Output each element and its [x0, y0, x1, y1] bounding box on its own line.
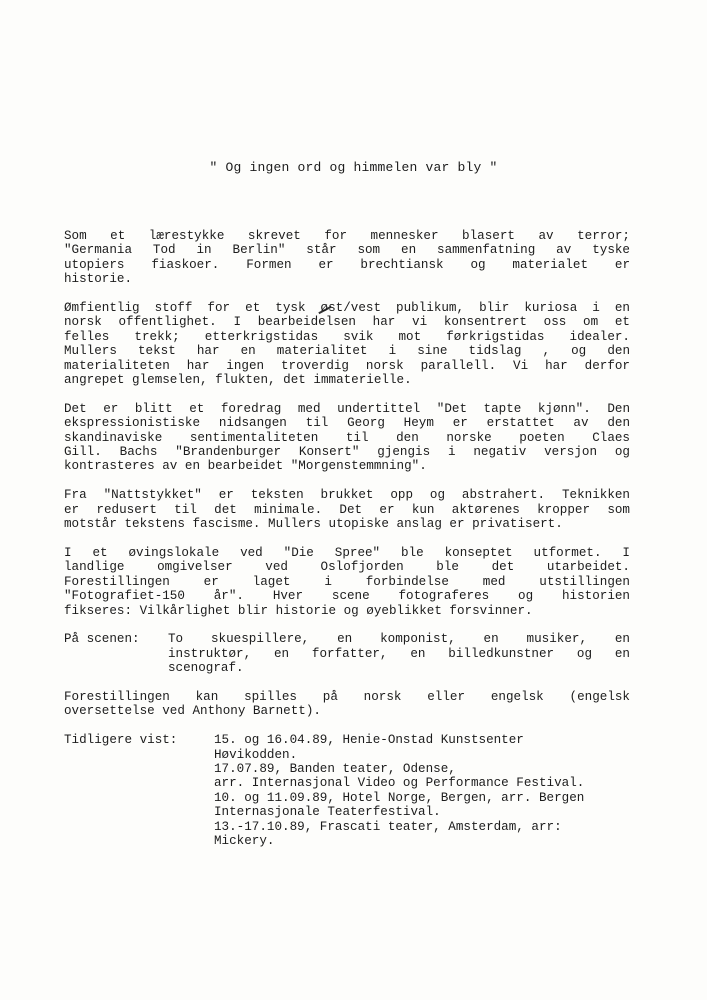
text-line: norsk offentlighet. I bearbeidelsen har vi konsentrert oss om et — [64, 315, 630, 330]
text-line: materialiteten har ingen troverdig norsk parallell. Vi har derfor — [64, 358, 630, 373]
text-line: utopiers fiaskoer. Formen er brechtiansk og materialet er — [64, 257, 630, 272]
text-line: skandinaviske sentimentaliteten til den norske poeten Claes — [64, 430, 630, 445]
text-line: ekspressionistiske nidsangen til Georg Heym er erstattet av den — [64, 416, 630, 431]
scene-line: instruktør, en forfatter, en billedkunstner og en — [168, 646, 630, 661]
paragraph — [64, 301, 630, 387]
text-line: oversettelse ved Anthony Barnett). — [64, 704, 321, 719]
text-line: historie. — [64, 272, 133, 287]
text-line: "Fotografiet-150 år". Hver scene fotograferes og historien — [64, 589, 630, 604]
previous-line: 10. og 11.09.89, Hotel Norge, Bergen, arr. Bergen — [214, 790, 585, 805]
previous-label: Tidligere vist: — [64, 733, 178, 748]
previous-line: 15. og 16.04.89, Henie-Onstad Kunstsenter — [214, 733, 524, 748]
text-line: fikseres: Vilkårlighet blir historie og øyeblikket forsvinner. — [64, 603, 533, 618]
text-line: Det er blitt et foredrag med undertittel "Det tapte kjønn". Den — [64, 401, 630, 416]
document-title: " Og ingen ord og himmelen var bly " — [209, 160, 498, 175]
text-line: landlige omgivelser ved Oslofjorden ble det utarbeidet. — [64, 560, 630, 575]
paragraph — [64, 229, 630, 287]
previous-section — [64, 733, 630, 848]
scene-lines — [168, 632, 630, 675]
previous-line: arr. Internasjonal Video og Performance Festival. — [214, 776, 585, 791]
paragraph — [64, 402, 630, 474]
text-line: Fra "Nattstykket" er teksten brukket opp og abstrahert. Teknikken — [64, 488, 630, 503]
paragraph — [64, 546, 630, 618]
text-line: Som et lærestykke skrevet for mennesker blasert av terror; — [64, 229, 630, 243]
text-line: Forestillingen kan spilles på norsk eller engelsk (engelsk — [64, 689, 630, 704]
text-line: Ømfientlig stoff for et tysk øst/vest publikum, blir kuriosa i en — [64, 301, 630, 316]
previous-line: Mickery. — [214, 833, 275, 848]
text-line: angrepet glemselen, flukten, det immaterielle. — [64, 373, 412, 388]
text-line: Mullers tekst har en materialitet i sine tidslag , og den — [64, 344, 630, 359]
scene-label: På scenen: — [64, 632, 140, 647]
text-line: Forestillingen er laget i forbindelse med utstillingen — [64, 574, 630, 589]
text-line: er redusert til det minimale. Det er kun aktørenes kropper som — [64, 502, 630, 517]
text-line: felles trekk; etterkrigstidas svik mot førkrigstidas idealer. — [64, 329, 630, 344]
previous-line: Internasjonale Teaterfestival. — [214, 805, 441, 820]
previous-line: Høvikodden. — [214, 747, 298, 762]
scene-section — [64, 632, 630, 675]
text-line: I et øvingslokale ved "Die Spree" ble konseptet utformet. I — [64, 545, 630, 560]
paragraphs — [64, 229, 630, 618]
previous-lines — [214, 733, 630, 848]
document-body — [64, 229, 630, 863]
previous-line: 17.07.89, Banden teater, Odense, — [214, 761, 456, 776]
scene-line: scenograf. — [168, 661, 244, 676]
text-line: motstår tekstens fascisme. Mullers utopiske anslag er privatisert. — [64, 517, 563, 532]
paragraph — [64, 488, 630, 531]
text-line: Gill. Bachs "Brandenburger Konsert" gjengis i negativ versjon og — [64, 445, 630, 460]
text-line: "Germania Tod in Berlin" står som en sammenfatning av tyske — [64, 243, 630, 258]
text-line: kontrasteres av en bearbeidet "Morgenstemmning". — [64, 459, 427, 474]
scene-line: To skuespillere, en komponist, en musiker, en — [168, 632, 630, 647]
language-paragraph — [64, 690, 630, 719]
previous-line: 13.-17.10.89, Frascati teater, Amsterdam, arr: — [214, 819, 562, 834]
